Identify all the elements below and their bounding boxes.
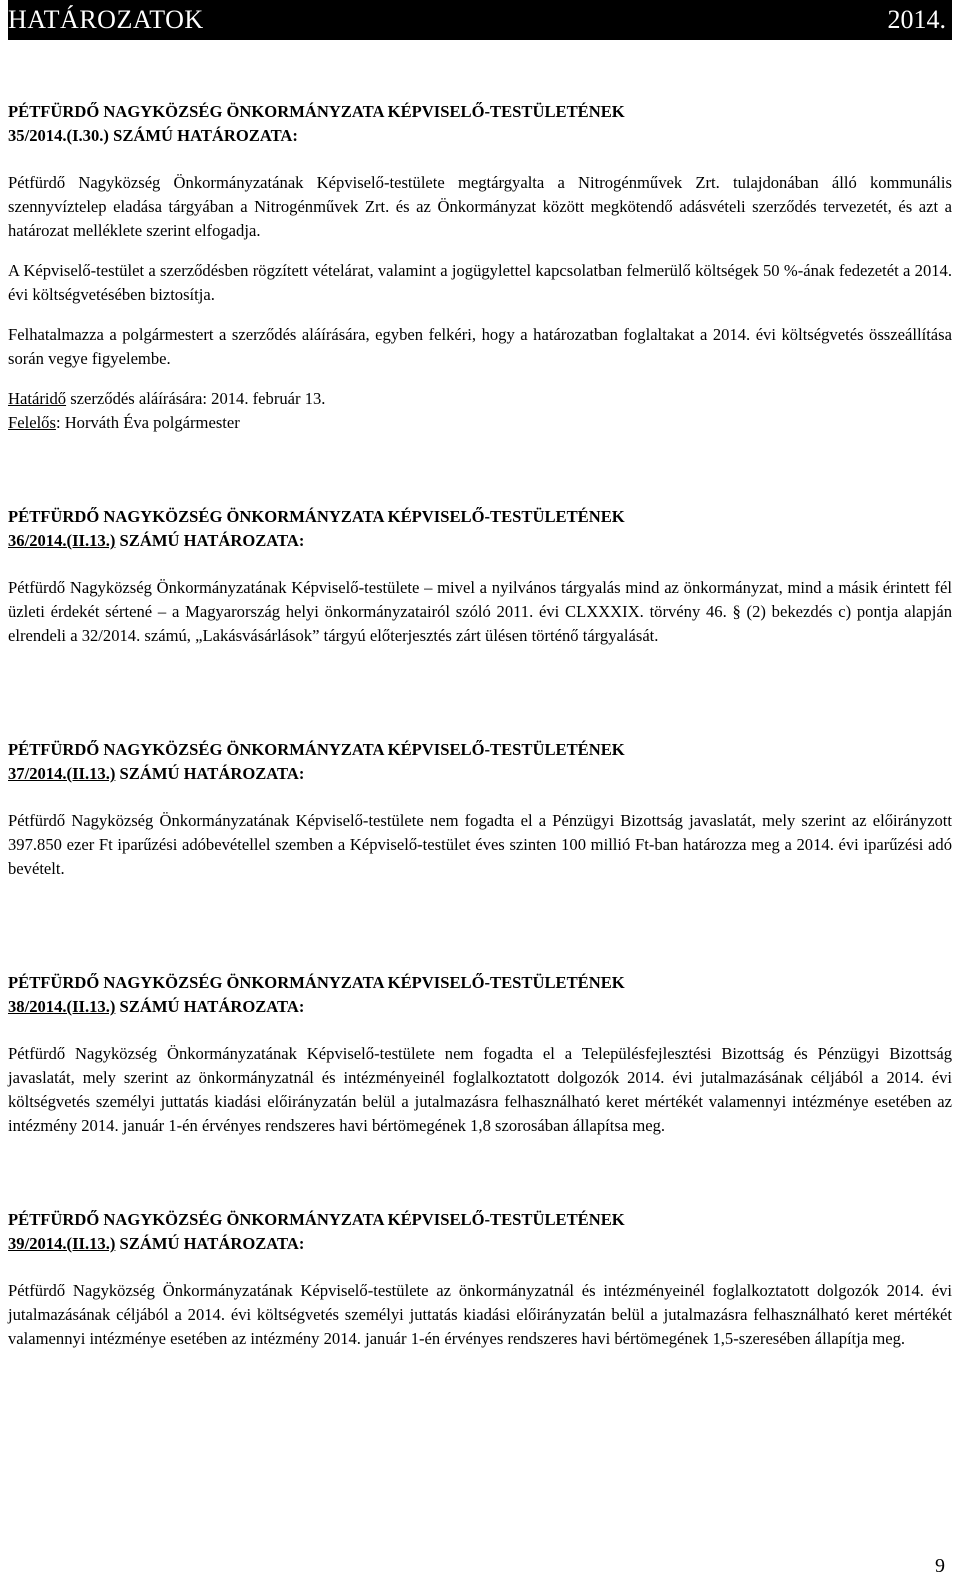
resolution-number-rest: SZÁMÚ HATÁROZATA: bbox=[115, 1234, 305, 1253]
resolution-heading bbox=[8, 738, 952, 786]
resolution-heading bbox=[8, 100, 952, 148]
resolution-36 bbox=[8, 505, 952, 648]
page-number: 9 bbox=[935, 1555, 945, 1577]
resolution-number-underlined: 38/2014.(II.13.) bbox=[8, 997, 116, 1016]
resolution-paragraph: A Képviselő-testület a szerződésben rögzített vételárat, valamint a jogügylettel kapcsolatban felmerülő költségek 50 %-ának fedezetét a 2014. évi költségvetésében biztosítja. bbox=[8, 261, 952, 304]
resolution-number bbox=[8, 762, 952, 786]
resolution-paragraph: Pétfürdő Nagyközség Önkormányzatának Képviselő-testülete nem fogadta el a Településfejlesztési Bizottság és Pénzügyi Bizottság javaslatát, mely szerint az önkormányzatnál és intézményeinél foglalkoztatott dolgozók 2014. évi jutalmazásának céljából a 2014. évi költségvetés személyi juttatás kiadási előirányzatán belül a jutalmazásra felhasználható keret mértékét valamennyi intézménye esetében az intézmény 2014. január 1-én érvényes rendszeres havi bértömegének 1,8 szorosában állapítsa meg. bbox=[8, 1044, 952, 1135]
council-name: PÉTFÜRDŐ NAGYKÖZSÉG ÖNKORMÁNYZATA KÉPVISELŐ-TESTÜLETÉNEK bbox=[8, 102, 625, 121]
deadline-label: Határidő bbox=[8, 389, 67, 408]
resolution-paragraph: Pétfürdő Nagyközség Önkormányzatának Képviselő-testülete megtárgyalta a Nitrogénművek Zrt. tulajdonában álló kommunális szennyvíztelep eladása tárgyában a Nitrogénművek Zrt. és az Önkormányzat között megkötendő adásvételi szerződés tervezetét, és azt a határozat melléklete szerint elfogadja. bbox=[8, 173, 952, 240]
resolution-number: 35/2014.(I.30.) SZÁMÚ HATÁROZATA: bbox=[8, 126, 298, 145]
resolution-paragraph: Pétfürdő Nagyközség Önkormányzatának Képviselő-testülete az önkormányzatnál és intézményeinél foglalkoztatott dolgozók 2014. évi jutalmazásának céljából a 2014. évi költségvetés személyi juttatás kiadási előirányzatán belül a jutalmazásra felhasználható keret mértékét valamennyi intézménye esetében az intézmény 2014. január 1-én érvényes rendszeres havi bértömegének 1,5-szeresében állapítja meg. bbox=[8, 1281, 952, 1348]
council-name: PÉTFÜRDŐ NAGYKÖZSÉG ÖNKORMÁNYZATA KÉPVISELŐ-TESTÜLETÉNEK bbox=[8, 1210, 625, 1229]
resolution-37 bbox=[8, 738, 952, 881]
resolution-number bbox=[8, 529, 952, 553]
header-year: 2014. bbox=[887, 5, 946, 34]
document-body bbox=[8, 100, 952, 1351]
resolution-heading bbox=[8, 971, 952, 1019]
resolution-number-underlined: 39/2014.(II.13.) bbox=[8, 1234, 116, 1253]
resolution-heading bbox=[8, 1208, 952, 1256]
resolution-38 bbox=[8, 971, 952, 1138]
council-name: PÉTFÜRDŐ NAGYKÖZSÉG ÖNKORMÁNYZATA KÉPVISELŐ-TESTÜLETÉNEK bbox=[8, 507, 625, 526]
council-name: PÉTFÜRDŐ NAGYKÖZSÉG ÖNKORMÁNYZATA KÉPVISELŐ-TESTÜLETÉNEK bbox=[8, 740, 625, 759]
resolution-paragraph: Felhatalmazza a polgármestert a szerződés aláírására, egyben felkéri, hogy a határozatban foglaltakat a 2014. évi költségvetés összeállítása során vegye figyelembe. bbox=[8, 325, 952, 368]
resolution-number-rest: SZÁMÚ HATÁROZATA: bbox=[115, 764, 305, 783]
resolution-number-rest: SZÁMÚ HATÁROZATA: bbox=[115, 997, 305, 1016]
responsible-line bbox=[8, 411, 952, 435]
page-header bbox=[8, 0, 952, 40]
header-title: HATÁROZATOK bbox=[8, 5, 204, 34]
resolution-number bbox=[8, 995, 952, 1019]
council-name: PÉTFÜRDŐ NAGYKÖZSÉG ÖNKORMÁNYZATA KÉPVISELŐ-TESTÜLETÉNEK bbox=[8, 973, 625, 992]
resolution-number bbox=[8, 1232, 952, 1256]
resolution-number-underlined: 37/2014.(II.13.) bbox=[8, 764, 116, 783]
responsible-label: Felelős bbox=[8, 413, 56, 432]
deadline-text: szerződés aláírására: 2014. február 13. bbox=[66, 389, 326, 408]
resolution-paragraph: Pétfürdő Nagyközség Önkormányzatának Képviselő-testülete – mivel a nyilvános tárgyalás mind az önkormányzat, mind a másik érintett fél üzleti érdekét sértené – a Magyarország helyi önkormányzatairól szóló 2011. évi CLXXXIX. törvény 46. § (2) bekezdés c) pontja alapján elrendeli a 32/2014. számú, „Lakásvásárlások” tárgyú előterjesztés zárt ülésen történő tárgyalását. bbox=[8, 578, 952, 645]
responsible-text: : Horváth Éva polgármester bbox=[55, 413, 240, 432]
resolution-heading bbox=[8, 505, 952, 553]
resolution-39 bbox=[8, 1208, 952, 1351]
resolution-35 bbox=[8, 100, 952, 435]
resolution-paragraph: Pétfürdő Nagyközség Önkormányzatának Képviselő-testülete nem fogadta el a Pénzügyi Bizottság javaslatát, mely szerint az előirányzott 397.850 ezer Ft iparűzési adóbevétellel szemben a Képviselő-testület éves szinten 100 millió Ft-ban határozza meg a 2014. évi iparűzési adó bevételt. bbox=[8, 811, 952, 878]
resolution-number-rest: SZÁMÚ HATÁROZATA: bbox=[115, 531, 305, 550]
deadline-line bbox=[8, 387, 952, 411]
resolution-number-underlined: 36/2014.(II.13.) bbox=[8, 531, 116, 550]
